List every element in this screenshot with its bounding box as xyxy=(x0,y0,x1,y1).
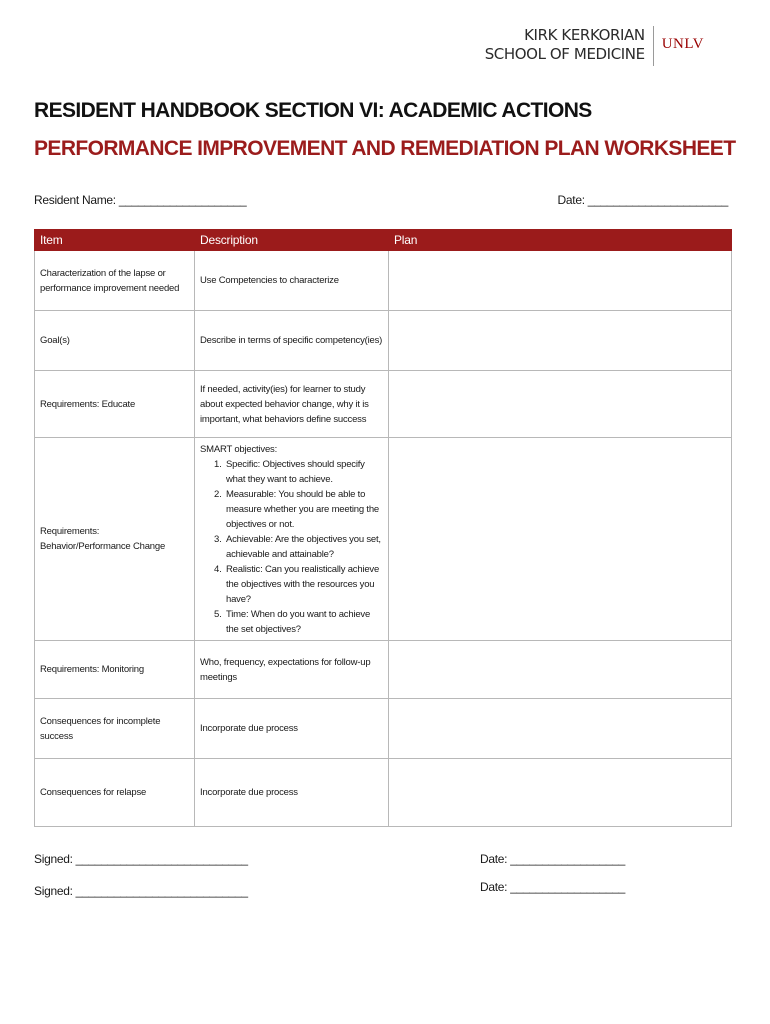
signature-date-2[interactable]: Date: __________________ xyxy=(480,880,625,894)
logo-divider xyxy=(653,26,654,66)
unlv-wordmark: UNLV xyxy=(661,36,704,52)
item-cell: Consequences for incomplete success xyxy=(35,699,195,759)
item-cell: Requirements: Educate xyxy=(35,371,195,438)
description-cell: Describe in terms of specific competency(ies) xyxy=(195,311,389,371)
list-item: 3. Achievable: Are the objectives you set, achievable and attainable? xyxy=(224,532,383,562)
table-row xyxy=(35,759,732,827)
table-row xyxy=(35,641,732,699)
description-cell: Who, frequency, expectations for follow-up meetings xyxy=(195,641,389,699)
column-header-description: Description xyxy=(195,230,389,251)
description-cell: Use Competencies to characterize xyxy=(195,251,389,311)
item-cell: Goal(s) xyxy=(35,311,195,371)
page-subtitle: PERFORMANCE IMPROVEMENT AND REMEDIATION PLAN WORKSHEET xyxy=(34,137,736,160)
signature-date-1[interactable]: Date: __________________ xyxy=(480,852,625,866)
item-cell: Requirements: Monitoring xyxy=(35,641,195,699)
plan-cell[interactable] xyxy=(389,641,732,699)
school-logo xyxy=(485,26,704,66)
table-row xyxy=(35,371,732,438)
plan-cell[interactable] xyxy=(389,371,732,438)
table-header-row xyxy=(35,230,732,251)
list-item: 4. Realistic: Can you realistically achieve the objectives with the resources you have? xyxy=(224,562,383,607)
list-item: 2. Measurable: You should be able to measure whether you are meeting the objectives or not. xyxy=(224,487,383,532)
description-cell: Incorporate due process xyxy=(195,699,389,759)
description-cell: If needed, activity(ies) for learner to study about expected behavior change, why it is important, what behaviors define success xyxy=(195,371,389,438)
resident-name-field[interactable]: Resident Name: ____________________ xyxy=(34,193,247,207)
item-cell: Requirements: Behavior/Performance Change xyxy=(35,438,195,641)
table-row xyxy=(35,438,732,641)
plan-cell[interactable] xyxy=(389,311,732,371)
list-item: 5. Time: When do you want to achieve the set objectives? xyxy=(224,607,383,637)
plan-cell[interactable] xyxy=(389,699,732,759)
table-row xyxy=(35,311,732,371)
date-field[interactable]: Date: ______________________ xyxy=(557,193,728,207)
plan-cell[interactable] xyxy=(389,438,732,641)
school-name-line2: SCHOOL OF MEDICINE xyxy=(484,45,645,63)
plan-cell[interactable] xyxy=(389,759,732,827)
table-row xyxy=(35,699,732,759)
signature-line-2[interactable]: Signed: ___________________________ xyxy=(34,884,248,898)
description-cell xyxy=(195,438,389,641)
item-cell: Consequences for relapse xyxy=(35,759,195,827)
description-cell: Incorporate due process xyxy=(195,759,389,827)
smart-objectives-list xyxy=(200,457,383,637)
item-cell: Characterization of the lapse or performance improvement needed xyxy=(35,251,195,311)
table-row xyxy=(35,251,732,311)
page-title: RESIDENT HANDBOOK SECTION VI: ACADEMIC ACTIONS xyxy=(34,99,592,122)
plan-cell[interactable] xyxy=(389,251,732,311)
column-header-plan: Plan xyxy=(389,230,732,251)
worksheet-table xyxy=(34,229,732,827)
list-item: 1. Specific: Objectives should specify what they want to achieve. xyxy=(224,457,383,487)
smart-objectives-intro: SMART objectives: xyxy=(200,443,278,455)
school-name-line1: KIRK KERKORIAN xyxy=(524,26,645,44)
school-name xyxy=(485,26,645,64)
column-header-item: Item xyxy=(35,230,195,251)
signature-line-1[interactable]: Signed: ___________________________ xyxy=(34,852,248,866)
